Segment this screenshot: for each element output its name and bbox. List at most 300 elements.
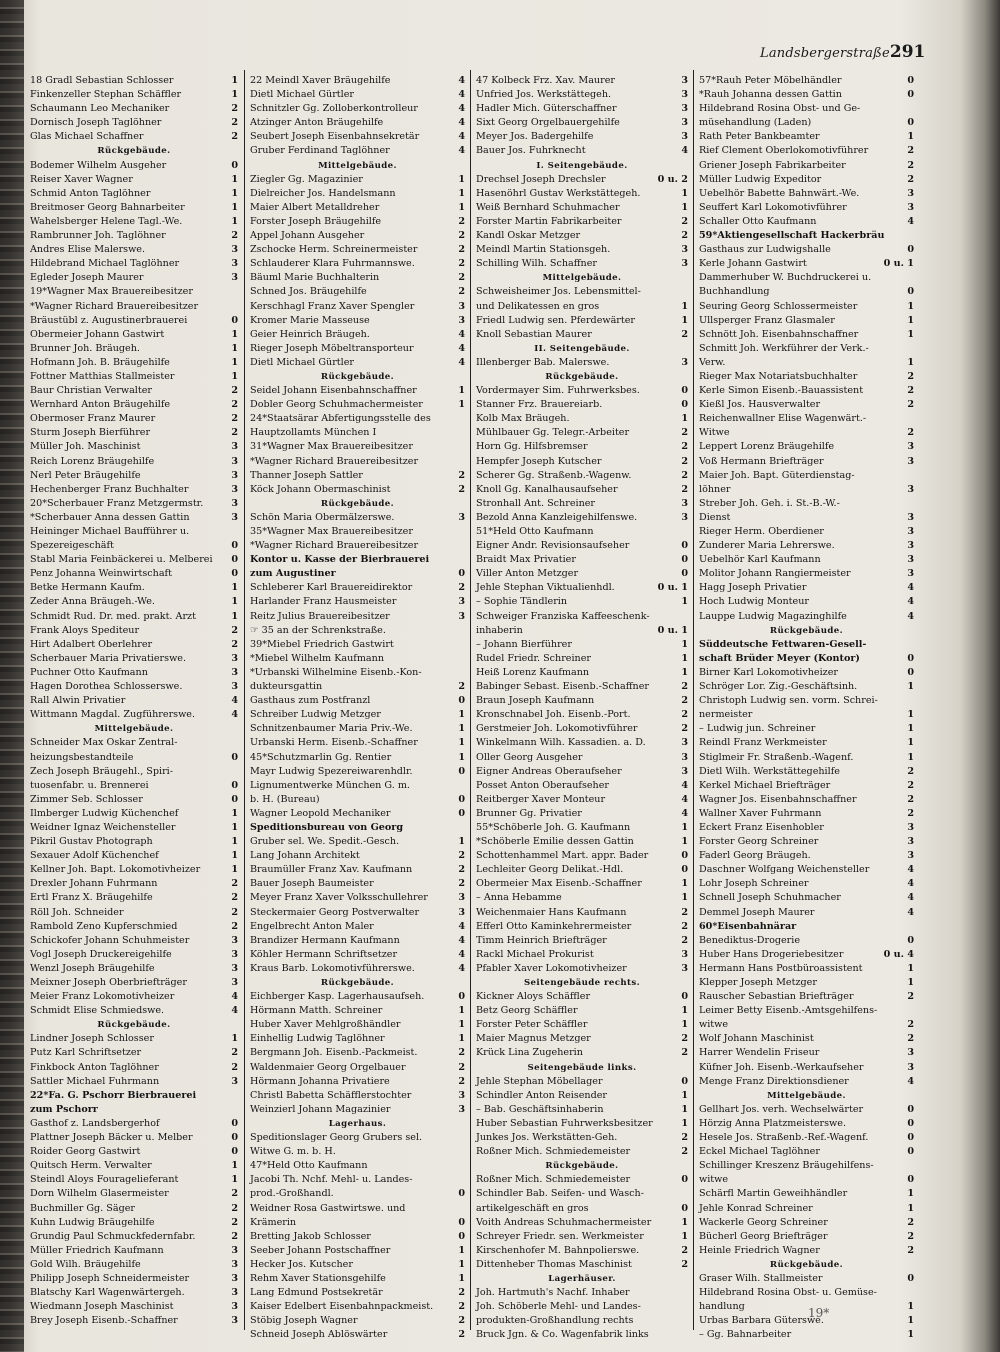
entry-text: Kickner Aloys Schäffler: [476, 991, 591, 1003]
floor-number: 2: [681, 723, 688, 735]
directory-entry: [476, 173, 688, 187]
directory-entry: [30, 990, 238, 1004]
directory-entry: [30, 610, 238, 624]
directory-entry: [250, 751, 465, 765]
directory-entry: [30, 1103, 238, 1117]
floor-number: 1: [458, 399, 465, 411]
entry-text: 59*Aktiengesellschaft Hackerbräu: [699, 230, 885, 242]
entry-text: Rückgebäude.: [320, 978, 395, 988]
section-heading: [476, 976, 688, 990]
floor-number: 2: [231, 878, 238, 890]
floor-number: 4: [458, 962, 465, 974]
floor-number: 3: [458, 300, 465, 312]
floor-number: 2: [458, 582, 465, 594]
entry-text: Ertl Franz X. Bräugehilfe: [30, 892, 153, 904]
directory-entry: [476, 906, 688, 920]
floor-number: 2: [231, 1202, 238, 1214]
entry-text: Kerschhagl Franz Xaver Spengler: [250, 300, 415, 312]
directory-entry: [699, 201, 914, 215]
entry-text: Bauer Joseph Baumeister: [250, 878, 374, 890]
entry-text: Seubert Joseph Eisenbahnsekretär: [250, 131, 420, 143]
directory-entry: [250, 440, 465, 454]
directory-entry: [699, 1328, 914, 1342]
directory-entry: [250, 229, 465, 243]
entry-text: Bretting Jakob Schlosser: [250, 1230, 371, 1242]
floor-number: 1: [458, 1005, 465, 1017]
directory-entry: [699, 342, 914, 356]
directory-entry: [30, 595, 238, 609]
entry-text: Kromer Marie Masseuse: [250, 314, 370, 326]
floor-number: 0 u. 1: [657, 624, 688, 636]
entry-text: Bauer Jos. Fuhrknecht: [476, 145, 586, 157]
section-heading: [476, 1272, 688, 1286]
entry-text: Babinger Sebast. Eisenb.-Schaffner: [476, 681, 649, 693]
entry-text: Köhler Hermann Schriftsetzer: [250, 948, 398, 960]
directory-entry: [699, 1286, 914, 1300]
entry-text: Forster Peter Schäffler: [476, 1019, 588, 1031]
directory-entry: [699, 891, 914, 905]
floor-number: 2: [458, 1329, 465, 1341]
entry-text: Baur Christian Verwalter: [30, 385, 152, 397]
directory-entry: [250, 201, 465, 215]
floor-number: 0: [907, 934, 914, 946]
floor-number: 3: [907, 511, 914, 523]
floor-number: 1: [458, 1272, 465, 1284]
entry-text: Schmidt Elise Schmiedswe.: [30, 1005, 165, 1017]
directory-entry: [476, 680, 688, 694]
directory-entry: [476, 610, 688, 624]
entry-text: Eckert Franz Eisenhobler: [699, 821, 824, 833]
floor-number: 1: [231, 342, 238, 354]
entry-text: Eckel Michael Taglöhner: [699, 1146, 820, 1158]
directory-entry: [30, 384, 238, 398]
entry-text: 22 Meindl Xaver Bräugehilfe: [250, 75, 391, 86]
entry-text: Faderl Georg Bräugeh.: [699, 850, 811, 862]
floor-number: 3: [681, 948, 688, 960]
entry-text: 31*Wagner Max Brauereibesitzer: [250, 441, 413, 453]
entry-text: – Sophie Tändlerin: [476, 596, 568, 608]
floor-number: 3: [231, 652, 238, 664]
entry-text: Schickofer Johann Schuhmeister: [30, 934, 190, 946]
directory-entry: [476, 920, 688, 934]
entry-text: 45*Schutzmarlin Gg. Rentier: [250, 751, 392, 763]
floor-number: 0: [458, 695, 465, 707]
directory-entry: [476, 1131, 688, 1145]
floor-number: [685, 1187, 688, 1201]
directory-entry: [476, 722, 688, 736]
entry-text: Forster Joseph Bräugehilfe: [250, 215, 382, 227]
entry-text: Dielreicher Jos. Handelsmann: [250, 187, 396, 199]
entry-text: Schneid Joseph Ablöswärter: [250, 1329, 388, 1341]
entry-text: Vogl Joseph Druckereigehilfe: [30, 948, 172, 960]
entry-text: Schlauderer Klara Fuhrmannswe.: [250, 258, 415, 270]
entry-text: Mittelgebäude.: [767, 1090, 846, 1101]
entry-text: – Gg. Bahnarbeiter: [699, 1329, 792, 1341]
entry-text: Buchmiller Gg. Säger: [30, 1202, 135, 1214]
entry-text: Benediktus-Drogerie: [699, 934, 801, 946]
directory-column-3: [476, 74, 688, 1341]
directory-entry: [699, 159, 914, 173]
floor-number: [462, 624, 465, 638]
entry-text: Junkes Jos. Werkstätten-Geh.: [476, 1132, 618, 1144]
entry-text: Rambrunner Joh. Taglöhner: [30, 230, 166, 242]
directory-entry: [699, 497, 914, 511]
directory-entry: [250, 1004, 465, 1018]
entry-text: Kerkel Michael Briefträger: [699, 779, 831, 791]
directory-entry: [30, 906, 238, 920]
directory-entry: [476, 765, 688, 779]
floor-number: 2: [458, 483, 465, 495]
floor-number: 3: [231, 469, 238, 481]
floor-number: 1: [231, 328, 238, 340]
entry-text: Küfner Joh. Eisenb.-Werkaufseher: [699, 1061, 864, 1073]
directory-entry: [250, 116, 465, 130]
directory-entry: [30, 1089, 238, 1103]
floor-number: 4: [907, 215, 914, 227]
directory-entry: [250, 990, 465, 1004]
directory-entry: [699, 934, 914, 948]
entry-text: Seitengebäude links.: [527, 1062, 637, 1073]
entry-text: Schärfl Martin Geweihhändler: [699, 1188, 848, 1200]
entry-text: 24*Staatsärar Abfertigungsstelle des: [250, 413, 431, 425]
directory-entry: [250, 455, 465, 469]
entry-text: Meixner Joseph Oberbriefträger: [30, 977, 187, 988]
entry-text: Breitmoser Georg Bahnarbeiter: [30, 201, 185, 213]
directory-entry: [30, 469, 238, 483]
entry-text: nermeister: [699, 709, 753, 721]
floor-number: 0: [231, 1117, 238, 1129]
floor-number: 2: [231, 413, 238, 425]
entry-text: Frank Aloys Spediteur: [30, 624, 140, 636]
entry-text: Meyer Franz Xaver Volksschullehrer: [250, 892, 428, 904]
entry-text: Dorn Wilhelm Glasermeister: [30, 1188, 169, 1200]
floor-number: 1: [907, 962, 914, 974]
entry-text: Graser Wilh. Stallmeister: [699, 1272, 823, 1284]
floor-number: [911, 1286, 914, 1300]
entry-text: Knoll Sebastian Maurer: [476, 328, 592, 340]
directory-column-1: [30, 74, 238, 1330]
floor-number: 3: [231, 1244, 238, 1256]
entry-text: Stiglmeir Fr. Straßenb.-Wagenf.: [699, 751, 854, 763]
directory-entry: [30, 1075, 238, 1089]
section-heading: [250, 1117, 465, 1131]
entry-text: Bodemer Wilhelm Ausgeher: [30, 159, 167, 171]
entry-text: Voith Andreas Schuhmachermeister: [476, 1216, 652, 1228]
floor-number: 0: [907, 117, 914, 129]
entry-text: *Schöberle Emilie dessen Gattin: [476, 836, 634, 848]
entry-text: Penz Johanna Weinwirtschaft: [30, 568, 172, 580]
floor-number: 4: [458, 948, 465, 960]
entry-text: Zschocke Herm. Schreinermeister: [250, 244, 418, 256]
section-heading: [476, 342, 688, 356]
entry-text: Roßner Mich. Schmiedemeister: [476, 1146, 631, 1158]
directory-entry: [476, 74, 688, 88]
entry-text: Hermann Hans Postbüroassistent: [699, 962, 863, 974]
entry-text: Seuring Georg Schlossermeister: [699, 300, 858, 312]
directory-column-4: [699, 74, 914, 1341]
directory-entry: [30, 1173, 238, 1187]
floor-number: 2: [907, 1244, 914, 1256]
floor-number: 3: [681, 751, 688, 763]
floor-number: 2: [681, 1244, 688, 1256]
floor-number: 0 u. 1: [883, 258, 914, 270]
directory-entry: [699, 314, 914, 328]
floor-number: 4: [458, 89, 465, 101]
entry-text: Schön Maria Obermälzerswe.: [250, 511, 395, 523]
directory-entry: [250, 849, 465, 863]
entry-text: und Delikatessen en gros: [476, 300, 600, 312]
floor-number: 4: [907, 582, 914, 594]
floor-number: 1: [907, 1329, 914, 1341]
floor-number: 3: [231, 497, 238, 509]
directory-entry: [250, 356, 465, 370]
entry-text: Einhellig Ludwig Taglöhner: [250, 1033, 385, 1045]
entry-text: Jacobi Th. Nchf. Mehl- u. Landes-: [250, 1174, 413, 1186]
entry-text: Birner Karl Lokomotivheizer: [699, 666, 838, 678]
directory-entry: [30, 271, 238, 285]
entry-text: 39*Miebel Friedrich Gastwirt: [250, 638, 394, 650]
directory-entry: [250, 906, 465, 920]
entry-text: 51*Held Otto Kaufmann: [476, 526, 594, 537]
entry-text: Hörmann Johanna Privatiere: [250, 1075, 390, 1087]
directory-entry: [476, 102, 688, 116]
entry-text: *Scherbauer Anna dessen Gattin: [30, 511, 190, 523]
directory-entry: [250, 666, 465, 680]
directory-entry: [30, 1131, 238, 1145]
floor-number: 1: [681, 1103, 688, 1115]
floor-number: 2: [907, 145, 914, 157]
floor-number: 4: [458, 117, 465, 129]
floor-number: 2: [907, 793, 914, 805]
directory-entry: [476, 1258, 688, 1272]
directory-entry: [250, 1272, 465, 1286]
floor-number: 4: [907, 610, 914, 622]
directory-entry: [699, 722, 914, 736]
entry-text: Spezereigeschäft: [30, 540, 114, 552]
entry-text: Horn Gg. Hilfsbremser: [476, 441, 588, 453]
floor-number: 2: [231, 385, 238, 397]
entry-text: Süddeutsche Fettwaren-Gesell-: [699, 638, 867, 650]
entry-text: Christl Babetta Schäfflerstochter: [250, 1089, 412, 1101]
floor-number: 3: [458, 314, 465, 326]
floor-number: [462, 821, 465, 835]
entry-text: Müller Ludwig Expeditor: [699, 173, 822, 185]
section-heading: [30, 144, 238, 158]
floor-number: 0: [231, 540, 238, 552]
entry-text: Hechenberger Franz Buchhalter: [30, 483, 189, 495]
directory-entry: [250, 553, 465, 567]
floor-number: 1: [907, 737, 914, 749]
entry-text: Pfabler Xaver Lokomotivheizer: [476, 962, 627, 974]
directory-entry: [476, 201, 688, 215]
entry-text: *Wagner Richard Brauereibesitzer: [250, 455, 419, 467]
entry-text: Uebelhör Babette Bahnwärt.-We.: [699, 187, 860, 199]
column-divider: [470, 70, 471, 1330]
floor-number: 2: [907, 1216, 914, 1228]
floor-number: 0: [231, 751, 238, 763]
entry-text: Meyer Jos. Badergehilfe: [476, 131, 594, 143]
floor-number: 1: [458, 1033, 465, 1045]
directory-entry: [30, 1272, 238, 1286]
page-header: [760, 42, 926, 66]
entry-text: Dietl Michael Gürtler: [250, 89, 354, 101]
directory-entry: [30, 74, 238, 88]
directory-entry: [476, 990, 688, 1004]
floor-number: 0: [907, 89, 914, 101]
floor-number: 0 u. 4: [883, 948, 914, 960]
directory-entry: [250, 1075, 465, 1089]
directory-entry: [476, 1089, 688, 1103]
floor-number: 0: [907, 75, 914, 86]
entry-text: Obermoser Franz Maurer: [30, 413, 156, 425]
entry-text: Rückgebäude.: [545, 1161, 619, 1172]
directory-entry: [30, 342, 238, 356]
floor-number: 2: [907, 991, 914, 1003]
entry-text: Kuhn Ludwig Bräugehilfe: [30, 1216, 155, 1228]
directory-entry: [476, 694, 688, 708]
directory-entry: [476, 229, 688, 243]
floor-number: 2: [681, 1258, 688, 1270]
floor-number: 3: [231, 1258, 238, 1270]
directory-entry: [250, 934, 465, 948]
entry-text: Hauptzollamts München I: [250, 427, 377, 439]
entry-text: Eigner Andreas Oberaufseher: [476, 765, 622, 777]
directory-entry: [476, 1018, 688, 1032]
floor-number: 3: [907, 1061, 914, 1073]
entry-text: Lohr Joseph Schreiner: [699, 878, 809, 890]
directory-entry: [250, 863, 465, 877]
entry-text: Stöbig Joseph Wagner: [250, 1315, 358, 1327]
floor-number: 0: [231, 159, 238, 171]
entry-text: inhaberin: [476, 624, 523, 636]
directory-entry: [699, 835, 914, 849]
floor-number: 4: [458, 145, 465, 157]
floor-number: 0: [231, 1132, 238, 1144]
entry-text: Bruck Jgn. & Co. Wagenfabrik links: [476, 1329, 649, 1341]
directory-entry: [250, 1173, 465, 1187]
entry-text: *Urbanski Wilhelmine Eisenb.-Kon-: [250, 666, 422, 678]
entry-text: Hecker Jos. Kutscher: [250, 1258, 353, 1270]
entry-text: Scherer Gg. Straßenb.-Wagenw.: [476, 469, 632, 481]
directory-entry: [30, 483, 238, 497]
directory-entry: [476, 285, 688, 299]
entry-text: – Ludwig jun. Schreiner: [699, 723, 816, 735]
directory-entry: [699, 1300, 914, 1314]
entry-text: Kirschenhofer M. Bahnpolierswe.: [476, 1244, 640, 1256]
directory-entry: [476, 116, 688, 130]
entry-text: Hofmann Joh. B. Bräugehilfe: [30, 356, 170, 368]
floor-number: 3: [681, 737, 688, 749]
directory-entry: [250, 1131, 465, 1145]
entry-text: Hildebrand Rosina Obst- u. Gemüse-: [699, 1287, 877, 1299]
entry-text: Schnött Joh. Eisenbahnschaffner: [699, 328, 859, 340]
entry-text: Sattler Michael Fuhrmann: [30, 1075, 160, 1087]
directory-entry: [476, 144, 688, 158]
floor-number: 2: [231, 131, 238, 143]
floor-number: [462, 440, 465, 454]
entry-text: Blatschy Karl Wagenwärtergeh.: [30, 1287, 185, 1299]
directory-entry: [699, 511, 914, 525]
floor-number: 1: [681, 638, 688, 650]
floor-number: 1: [681, 1216, 688, 1228]
floor-number: [235, 736, 238, 750]
floor-number: 1: [231, 821, 238, 833]
entry-text: Zeder Anna Bräugeh.-We.: [30, 596, 155, 608]
floor-number: 0: [458, 793, 465, 805]
entry-text: Winkelmann Wilh. Kassadien. a. D.: [476, 737, 646, 749]
entry-text: Schottenhammel Mart. appr. Bader: [476, 850, 649, 862]
floor-number: 0: [907, 1272, 914, 1284]
floor-number: 3: [681, 962, 688, 974]
directory-entry: [476, 187, 688, 201]
entry-text: Reitz Julius Brauereibesitzer: [250, 610, 390, 622]
directory-entry: [476, 469, 688, 483]
floor-number: 2: [681, 920, 688, 932]
section-heading: [699, 1089, 914, 1103]
directory-entry: [30, 934, 238, 948]
floor-number: [685, 525, 688, 539]
entry-text: Seidel Johann Eisenbahnschaffner: [250, 385, 417, 397]
directory-entry: [250, 638, 465, 652]
entry-text: Kellner Joh. Bapt. Lokomotivheizer: [30, 864, 201, 876]
directory-entry: [250, 102, 465, 116]
entry-text: Sixt Georg Orgelbauergehilfe: [476, 117, 620, 129]
floor-number: 1: [458, 201, 465, 213]
directory-entry: [30, 581, 238, 595]
directory-entry: [699, 1216, 914, 1230]
directory-entry: [476, 1244, 688, 1258]
directory-entry: [30, 567, 238, 581]
directory-entry: [30, 539, 238, 553]
directory-entry: [250, 652, 465, 666]
floor-number: 3: [681, 131, 688, 143]
floor-number: 1: [681, 821, 688, 833]
directory-entry: [476, 1075, 688, 1089]
directory-entry: [30, 948, 238, 962]
directory-entry: [250, 483, 465, 497]
directory-entry: [699, 1187, 914, 1201]
entry-text: Menge Franz Direktionsdiener: [699, 1075, 849, 1087]
entry-text: *Rauh Johanna dessen Gattin: [699, 89, 842, 101]
entry-text: Schned Jos. Bräugehilfe: [250, 286, 367, 298]
directory-entry: [699, 821, 914, 835]
floor-number: [911, 271, 914, 285]
entry-text: Bücherl Georg Briefträger: [699, 1230, 828, 1242]
floor-number: 3: [231, 1315, 238, 1327]
entry-text: 47*Held Otto Kaufmann: [250, 1160, 368, 1172]
floor-number: 1: [907, 681, 914, 693]
floor-number: 0: [681, 540, 688, 552]
floor-number: 2: [907, 173, 914, 185]
floor-number: 4: [458, 356, 465, 368]
directory-entry: [30, 243, 238, 257]
entry-text: II. Seitengebäude.: [534, 343, 630, 354]
floor-number: 4: [231, 709, 238, 721]
entry-text: Rückgebäude.: [320, 371, 395, 382]
entry-text: schaft Brüder Meyer (Kontor): [699, 652, 860, 664]
entry-text: Reitberger Xaver Monteur: [476, 793, 606, 805]
floor-number: [911, 920, 914, 934]
floor-number: 1: [907, 314, 914, 326]
floor-number: 2: [681, 483, 688, 495]
floor-number: 2: [907, 1230, 914, 1242]
entry-text: Heininger Michael Baufführer u.: [30, 526, 190, 537]
floor-number: [911, 497, 914, 511]
directory-entry: [699, 88, 914, 102]
section-heading: [699, 624, 914, 638]
floor-number: 4: [458, 920, 465, 932]
entry-text: Rudel Friedr. Schreiner: [476, 652, 591, 664]
